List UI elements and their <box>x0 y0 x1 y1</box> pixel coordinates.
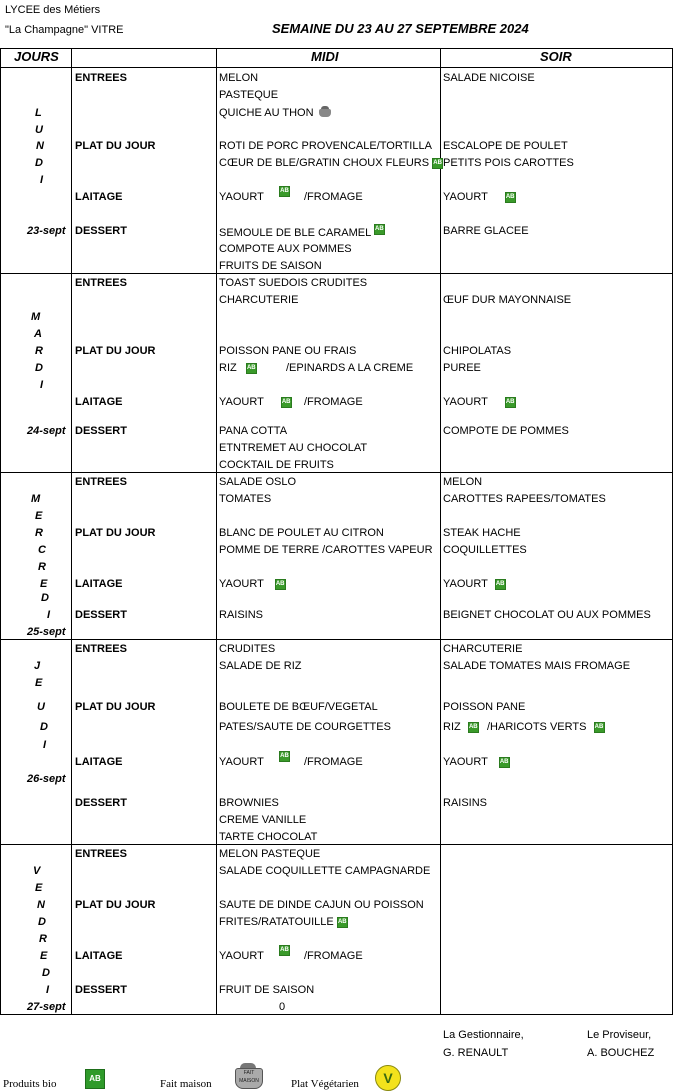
midi-item: YAOURT <box>219 191 264 203</box>
course-label: ENTREES <box>75 848 127 860</box>
midi-item: /FROMAGE <box>304 950 363 962</box>
soir-item: /HARICOTS VERTS AB <box>487 721 604 733</box>
ab-bio-icon: AB <box>279 186 290 197</box>
soir-item: POISSON PANE <box>443 701 526 713</box>
course-label: ENTREES <box>75 277 127 289</box>
day-date: 26-sept <box>27 773 66 785</box>
midi-item: ETNTREMET AU CHOCOLAT <box>219 442 368 454</box>
midi-item: CHARCUTERIE <box>219 294 299 306</box>
soir-item: BARRE GLACEE <box>443 225 529 237</box>
midi-item: YAOURT <box>219 756 264 768</box>
midi-item: PATES/SAUTE DE COURGETTES <box>219 721 391 733</box>
day-letter: D <box>41 592 49 604</box>
course-label: DESSERT <box>75 425 127 437</box>
midi-item: PASTEQUE <box>219 89 279 101</box>
course-label: LAITAGE <box>75 578 123 590</box>
legend-bio: Produits bio <box>3 1078 57 1090</box>
legend-vege: Plat Végétarien <box>291 1078 359 1090</box>
midi-item: TARTE CHOCOLAT <box>219 831 318 843</box>
proviseur-title: Le Proviseur, <box>587 1029 652 1041</box>
midi-item: YAOURT <box>219 950 264 962</box>
soir-item: ŒUF DUR MAYONNAISE <box>443 294 572 306</box>
day-letter: R <box>35 345 43 357</box>
day-letter: I <box>46 984 50 996</box>
midi-item: /FROMAGE <box>304 756 363 768</box>
midi-item: YAOURT AB <box>219 396 291 408</box>
ab-bio-icon: AB <box>281 397 292 408</box>
pot-icon <box>317 105 333 118</box>
midi-item: /FROMAGE <box>304 396 363 408</box>
day-letter: I <box>43 739 47 751</box>
midi-item: QUICHE AU THON <box>219 105 333 120</box>
ab-bio-icon: AB <box>279 751 290 762</box>
day-letter: N <box>37 899 45 911</box>
week-title: SEMAINE DU 23 AU 27 SEPTEMBRE 2024 <box>272 21 529 36</box>
day-letter: E <box>40 950 48 962</box>
day-letter: D <box>40 721 48 733</box>
course-label: PLAT DU JOUR <box>75 701 156 713</box>
column-soir: SOIR <box>540 49 572 64</box>
course-label: LAITAGE <box>75 191 123 203</box>
day-letter: I <box>40 174 44 186</box>
day-letter: C <box>38 544 46 556</box>
day-letter: U <box>37 701 45 713</box>
soir-item: YAOURT AB <box>443 191 515 203</box>
day-date: 23-sept <box>27 225 66 237</box>
midi-item: BOULETE DE BŒUF/VEGETAL <box>219 701 378 713</box>
soir-item: STEAK HACHE <box>443 527 521 539</box>
day-letter: R <box>35 527 43 539</box>
day-letter: D <box>35 157 43 169</box>
soir-item: RIZ AB <box>443 721 478 733</box>
day-date: 27-sept <box>27 1001 66 1013</box>
proviseur-name: A. BOUCHEZ <box>587 1047 655 1059</box>
school-name: LYCEE des Métiers <box>5 4 101 16</box>
midi-item: CRUDITES <box>219 643 276 655</box>
day-letter: V <box>33 865 41 877</box>
course-label: PLAT DU JOUR <box>75 527 156 539</box>
midi-item: SAUTE DE DINDE CAJUN OU POISSON <box>219 899 424 911</box>
ab-bio-icon: AB <box>432 158 443 169</box>
soir-item: YAOURT AB <box>443 396 515 408</box>
ab-bio-icon: AB <box>85 1069 105 1089</box>
midi-item: FRITES/RATATOUILLE AB <box>219 916 347 928</box>
ab-bio-icon: AB <box>279 945 290 956</box>
day-letter: A <box>34 328 42 340</box>
day-letter: D <box>38 916 46 928</box>
midi-item: PANA COTTA <box>219 425 288 437</box>
midi-item: POISSON PANE OU FRAIS <box>219 345 357 357</box>
soir-item: SALADE TOMATES MAIS FROMAGE <box>443 660 631 672</box>
day-letter: D <box>42 967 50 979</box>
soir-item: CHIPOLATAS <box>443 345 512 357</box>
course-label: LAITAGE <box>75 756 123 768</box>
gestion-title: La Gestionnaire, <box>443 1029 524 1041</box>
midi-item: BLANC DE POULET AU CITRON <box>219 527 384 539</box>
course-label: PLAT DU JOUR <box>75 140 156 152</box>
midi-item: /FROMAGE <box>304 191 363 203</box>
legend-maison: Fait maison <box>160 1078 212 1090</box>
ab-bio-icon: AB <box>337 917 348 928</box>
midi-item: /EPINARDS A LA CREME <box>286 362 414 374</box>
course-label: LAITAGE <box>75 950 123 962</box>
ab-bio-icon: AB <box>275 579 286 590</box>
soir-item: MELON <box>443 476 483 488</box>
ab-bio-icon: AB <box>374 224 385 235</box>
school-site: "La Champagne" VITRE <box>5 24 124 36</box>
midi-item: 0 <box>279 1001 286 1013</box>
day-letter: M <box>31 493 41 505</box>
midi-item: MELON PASTEQUE <box>219 848 321 860</box>
ab-bio-icon: AB <box>246 363 257 374</box>
midi-item: FRUIT DE SAISON <box>219 984 315 996</box>
midi-item: RAISINS <box>219 609 264 621</box>
midi-item: MELON <box>219 72 259 84</box>
midi-item: POMME DE TERRE /CAROTTES VAPEUR <box>219 544 433 556</box>
midi-item: BROWNIES <box>219 797 279 809</box>
day-letter: E <box>35 510 43 522</box>
soir-item: CAROTTES RAPEES/TOMATES <box>443 493 606 505</box>
day-date: 25-sept <box>27 626 66 638</box>
day-letter: E <box>40 578 48 590</box>
midi-item: SALADE COQUILLETTE CAMPAGNARDE <box>219 865 431 877</box>
midi-item: TOMATES <box>219 493 272 505</box>
ab-bio-icon: AB <box>499 757 510 768</box>
course-label: ENTREES <box>75 476 127 488</box>
ab-bio-icon: AB <box>495 579 506 590</box>
column-jours: JOURS <box>14 49 59 64</box>
midi-item: CŒUR DE BLE/GRATIN CHOUX FLEURS AB <box>219 157 442 169</box>
pot-icon: FAIT MAISON <box>233 1061 263 1089</box>
midi-item: CREME VANILLE <box>219 814 307 826</box>
soir-item: BEIGNET CHOCOLAT OU AUX POMMES <box>443 609 651 621</box>
course-label: DESSERT <box>75 225 127 237</box>
soir-item: PUREE <box>443 362 481 374</box>
column-midi: MIDI <box>311 49 339 64</box>
soir-item: COMPOTE DE POMMES <box>443 425 569 437</box>
day-letter: J <box>34 660 41 672</box>
course-label: ENTREES <box>75 72 127 84</box>
vegetarian-icon: V <box>375 1065 401 1091</box>
course-label: PLAT DU JOUR <box>75 345 156 357</box>
ab-bio-icon: AB <box>505 192 516 203</box>
midi-item: ROTI DE PORC PROVENCALE/TORTILLA <box>219 140 432 152</box>
day-letter: I <box>47 609 51 621</box>
day-letter: R <box>39 933 47 945</box>
day-letter: N <box>36 140 44 152</box>
midi-item: COCKTAIL DE FRUITS <box>219 459 334 471</box>
soir-item: YAOURT AB <box>443 756 509 768</box>
midi-item: YAOURT AB <box>219 578 285 590</box>
day-letter: U <box>35 124 43 136</box>
day-letter: D <box>35 362 43 374</box>
soir-item: SALADE NICOISE <box>443 72 535 84</box>
day-letter: I <box>40 379 44 391</box>
soir-item: YAOURT AB <box>443 578 505 590</box>
midi-item: SALADE DE RIZ <box>219 660 302 672</box>
day-letter: L <box>35 107 42 119</box>
soir-item: ESCALOPE DE POULET <box>443 140 568 152</box>
course-label: DESSERT <box>75 984 127 996</box>
day-date: 24-sept <box>27 425 66 437</box>
midi-item: TOAST SUEDOIS CRUDITES <box>219 277 368 289</box>
midi-item: FRUITS DE SAISON <box>219 260 322 272</box>
gestion-name: G. RENAULT <box>443 1047 509 1059</box>
ab-bio-icon: AB <box>594 722 605 733</box>
midi-item: RIZ AB <box>219 362 256 374</box>
ab-bio-icon: AB <box>468 722 479 733</box>
midi-item: SEMOULE DE BLE CARAMEL AB <box>219 226 384 239</box>
soir-item: PETITS POIS CAROTTES <box>443 157 574 169</box>
ab-bio-icon: AB <box>505 397 516 408</box>
day-letter: E <box>35 677 43 689</box>
midi-item: SALADE OSLO <box>219 476 297 488</box>
soir-item: COQUILLETTES <box>443 544 527 556</box>
soir-item: RAISINS <box>443 797 488 809</box>
day-letter: M <box>31 311 41 323</box>
course-label: DESSERT <box>75 797 127 809</box>
course-label: LAITAGE <box>75 396 123 408</box>
day-letter: R <box>38 561 46 573</box>
soir-item: CHARCUTERIE <box>443 643 523 655</box>
course-label: PLAT DU JOUR <box>75 899 156 911</box>
day-letter: E <box>35 882 43 894</box>
course-label: ENTREES <box>75 643 127 655</box>
course-label: DESSERT <box>75 609 127 621</box>
midi-item: COMPOTE AUX POMMES <box>219 243 352 255</box>
